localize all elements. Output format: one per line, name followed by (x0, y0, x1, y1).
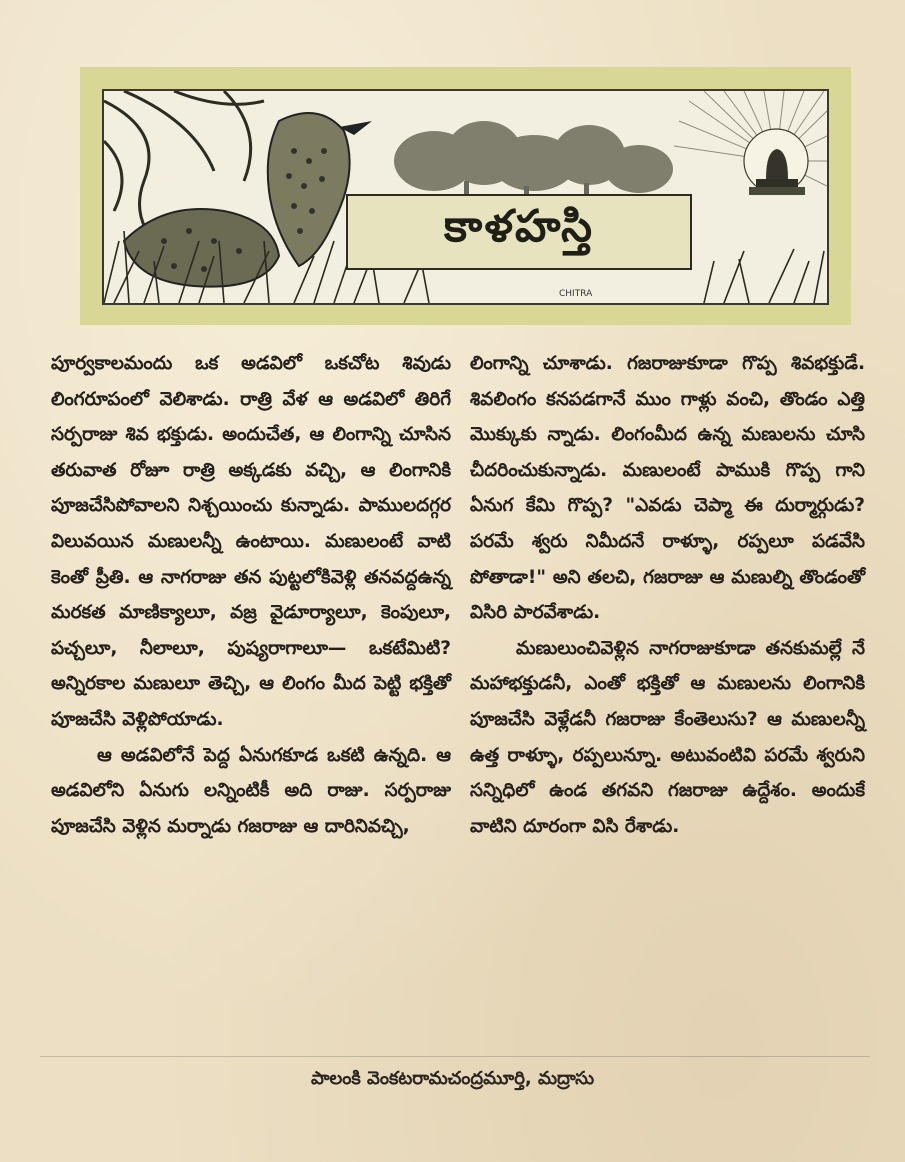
title-box (346, 194, 692, 270)
illustrator-signature: CHITRA (559, 289, 593, 299)
paragraph: మణులుంచివెళ్లిన నాగరాజుకూడా తనకుమల్లే నే మహాభక్తుడనీ, ఎంతో భక్తితో ఆ మణులను లింగానికి పూజచేసి వెళ్లేడనీ గజరాజు కేంతెలుసు? ఆ మణులన్నీ ఉత్త రాళ్ళూ, రప్పలున్నూ. అటువంటివి పరమే శ్వరుని సన్నిధిలో ఉండ తగవని గజరాజు ఉద్దేశం. అందుకే వాటిని దూరంగా విసి రేశాడు. (470, 637, 865, 837)
paragraph: లింగాన్ని చూశాడు. గజరాజుకూడా గొప్ప శివభక్తుడే. శివలింగం కనపడగానే ముం గాళ్లు వంచి, తొండం ఎత్తి మొక్కుకు న్నాడు. లింగంమీద ఉన్న మణులను చూసి చీదరించుకున్నాడు. మణులంటే పాముకి గొప్ప గాని ఏనుగ కేమి గొప్ప? "ఎవడు చెప్మా ఈ దుర్మార్గుడు? పరమే శ్వరు నిమీదనే రాళ్ళూ, రప్పలూ పడవేసి పోతాడా!" అని తలచి, గజరాజు ఆ మణుల్ని తొండంతో విసిరి పారవేశాడు. (470, 353, 865, 624)
story-column-left (51, 346, 451, 844)
footer-divider (40, 1056, 870, 1057)
paragraph: ఆ అడవిలోనే పెద్ద ఏనుగకూడ ఒకటి ఉన్నది. ఆ అడవిలోని ఏనుగు లన్నింటికీ అది రాజు. సర్పరాజు పూజచేసి వెళ్లిన మర్నాడు గజరాజు ఆ దారినివచ్చి, (51, 744, 451, 837)
page-title: కాళహస్తి (444, 201, 594, 252)
paragraph: పూర్వకాలమందు ఒక అడవిలో ఒకచోట శివుడు లింగరూపంలో వెలిశాడు. రాత్రి వేళ ఆ అడవిలో తిరిగే సర్పరాజు శివ భక్తుడు. అందుచేత, ఆ లింగాన్ని చూసిన తరువాత రోజూ రాత్రి అక్కడకు వచ్చి, ఆ లింగానికి పూజచేసిపోవాలని నిశ్చయించు కున్నాడు. పాములదగ్గర విలువయిన మణులన్నీ ఉంటాయి. మణులంటే వాటి కెంతో ప్రీతి. ఆ నాగరాజు తన పుట్టలోకివెళ్లి తనవద్దఉన్న మరకత మాణిక్యాలూ, వజ్ర వైడూర్యాలూ, కెంపులూ, పచ్చలూ, నీలాలూ, పుష్యరాగాలూ— ఒకటేమిటి? అన్నిరకాల మణులూ తెచ్చి, ఆ లింగం మీద పెట్టి భక్తితో పూజచేసి వెళ్లిపోయాడు. (51, 353, 451, 730)
author-byline: పాలంకి వెంకటరామచంద్రమూర్తి, మద్రాసు (310, 1068, 595, 1089)
story-column-right (470, 346, 865, 844)
